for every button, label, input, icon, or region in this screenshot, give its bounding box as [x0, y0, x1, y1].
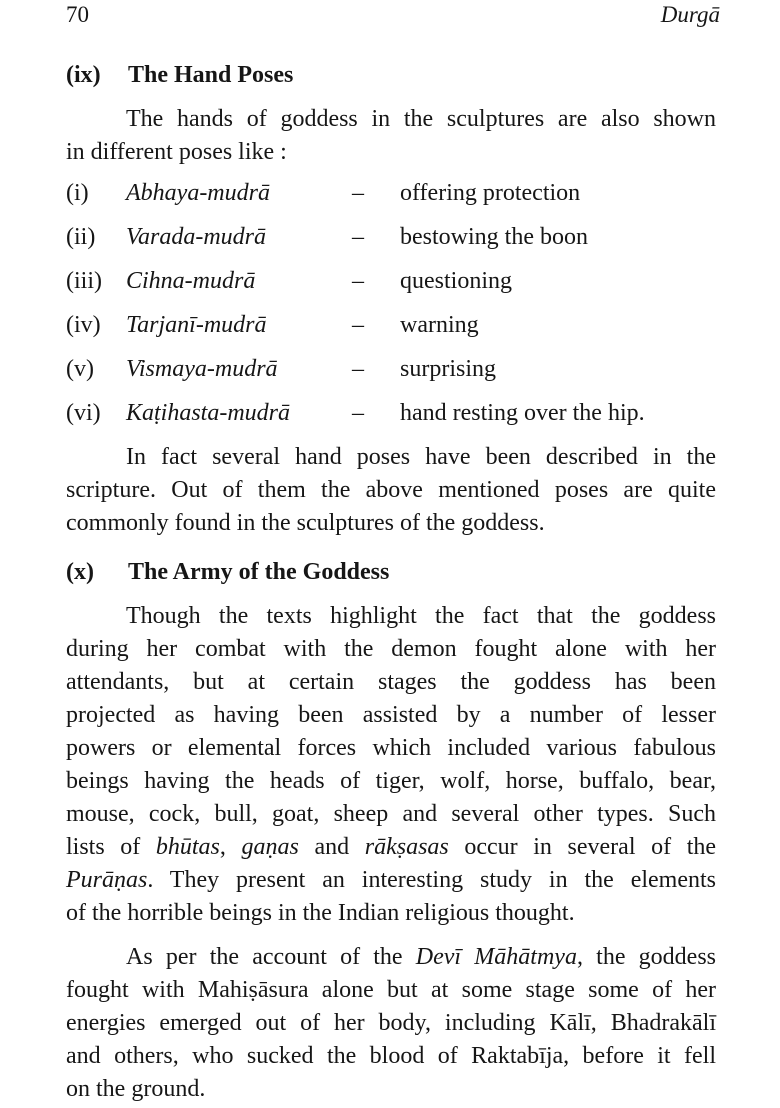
list-index: (iii)	[66, 268, 102, 294]
text-line: mouse, cock, bull, goat, sheep and several other types. Such	[66, 801, 716, 827]
mudra-term: Vismaya-mudrā	[126, 356, 278, 382]
section-heading-x	[66, 559, 389, 586]
text-line: The hands of goddess in the sculptures are also shown	[126, 106, 716, 132]
devi-mahatmya-paragraph	[66, 941, 716, 1106]
text-line: in different poses like :	[66, 139, 287, 165]
mudra-meaning: offering protection	[400, 180, 581, 206]
text-line: fought with Mahiṣāsura alone but at some stage some of her	[66, 977, 716, 1003]
section-heading-ix	[66, 62, 293, 89]
running-title: Durgā	[660, 2, 720, 27]
closing-paragraph	[66, 441, 716, 540]
list-item	[66, 180, 726, 224]
list-item	[66, 400, 726, 444]
text-line: attendants, but at certain stages the goddess has been	[66, 669, 716, 695]
mudra-term: Abhaya-mudrā	[126, 180, 270, 206]
mudra-term: Cihna-mudrā	[126, 268, 256, 294]
mudra-list	[66, 180, 726, 444]
text-line: Purāṇas. They present an interesting study in the elements	[66, 867, 716, 893]
text-line: of the horrible beings in the Indian religious thought.	[66, 900, 575, 926]
text-line: projected as having been assisted by a number of lesser	[66, 702, 716, 728]
text-line: beings having the heads of tiger, wolf, horse, buffalo, bear,	[66, 768, 716, 794]
dash: –	[352, 356, 364, 382]
text-line: commonly found in the sculptures of the goddess.	[66, 510, 545, 536]
text-line: during her combat with the demon fought alone with her	[66, 636, 716, 662]
mudra-term: Tarjanī-mudrā	[126, 312, 267, 338]
dash: –	[352, 400, 364, 426]
mudra-meaning: hand resting over the hip.	[400, 400, 645, 426]
list-item	[66, 312, 726, 356]
list-index: (vi)	[66, 400, 101, 426]
text-line: lists of bhūtas, gaṇas and rākṣasas occur in several of the	[66, 834, 717, 860]
mudra-term: Kaṭihasta-mudrā	[126, 400, 291, 426]
army-paragraph	[66, 600, 716, 930]
dash: –	[352, 312, 364, 338]
text-line: powers or elemental forces which included various fabulous	[66, 735, 716, 761]
mudra-meaning: questioning	[400, 268, 512, 294]
mudra-meaning: warning	[400, 312, 479, 338]
list-index: (iv)	[66, 312, 101, 338]
dash: –	[352, 224, 364, 250]
list-item	[66, 268, 726, 312]
mudra-term: Varada-mudrā	[126, 224, 267, 250]
running-head	[66, 2, 720, 32]
list-index: (i)	[66, 180, 89, 206]
intro-paragraph	[66, 103, 716, 169]
text-line: In fact several hand poses have been described in the	[126, 444, 716, 470]
list-index: (v)	[66, 356, 94, 382]
list-item	[66, 356, 726, 400]
mudra-meaning: bestowing the boon	[400, 224, 588, 250]
text-line: Though the texts highlight the fact that the goddess	[126, 603, 716, 629]
page-number: 70	[66, 2, 89, 27]
text-line: and others, who sucked the blood of Raktabīja, before it fell	[66, 1043, 716, 1069]
section-number: (ix)	[66, 62, 101, 88]
text-line: scripture. Out of them the above mentioned poses are quite	[66, 477, 716, 503]
section-number: (x)	[66, 559, 94, 585]
list-index: (ii)	[66, 224, 96, 250]
text-line: energies emerged out of her body, including Kālī, Bhadrakālī	[66, 1010, 716, 1036]
text-line: on the ground.	[66, 1076, 206, 1102]
dash: –	[352, 180, 364, 206]
list-item	[66, 224, 726, 268]
section-title: The Hand Poses	[128, 62, 294, 88]
mudra-meaning: surprising	[400, 356, 496, 382]
text-line: As per the account of the Devī Māhātmya, the goddess	[126, 944, 717, 970]
dash: –	[352, 268, 364, 294]
section-title: The Army of the Goddess	[128, 559, 390, 585]
